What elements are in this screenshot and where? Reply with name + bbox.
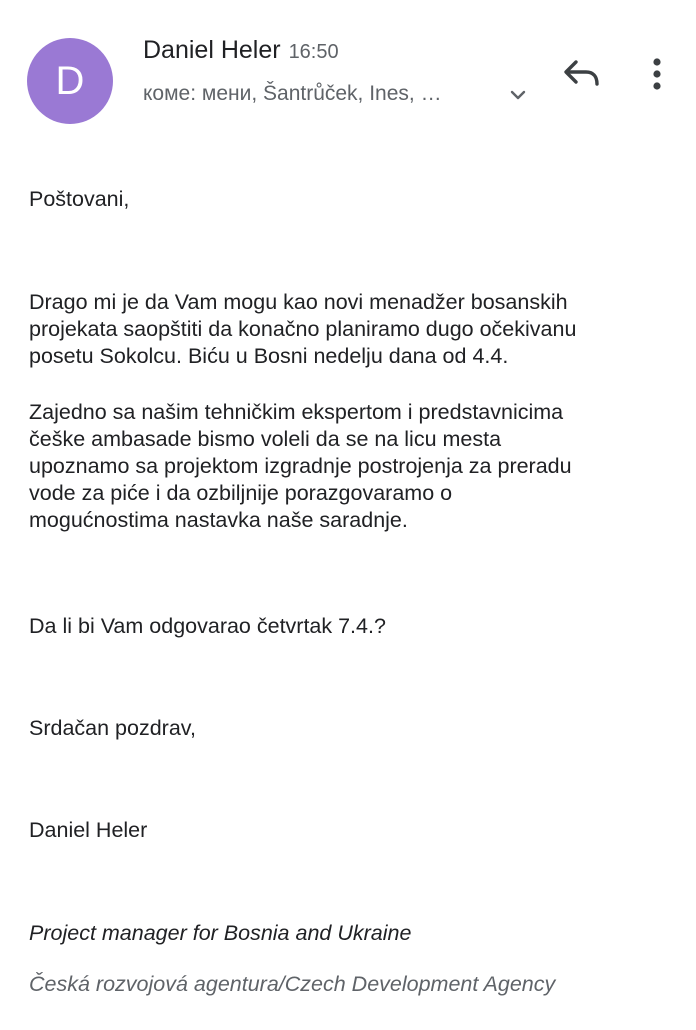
sender-name[interactable]: Daniel Heler	[143, 36, 281, 64]
closing: Srdačan pozdrav,	[29, 716, 196, 740]
signature-name: Daniel Heler	[29, 818, 148, 842]
message-time: 16:50	[288, 41, 339, 63]
signature-agency: Česká rozvojová agentura/Czech Development Agency	[29, 972, 556, 996]
paragraph-line: Drago mi je da Vam mogu kao novi menadžer bosanskih	[29, 290, 568, 314]
paragraph-line: vode za piće i da ozbiljnije porazgovaramo o	[29, 481, 453, 505]
question: Da li bi Vam odgovarao četvrtak 7.4.?	[29, 614, 386, 638]
recipients-summary[interactable]: коме: мени, Šantrůček, Ines, …	[143, 82, 442, 105]
sender-line	[143, 36, 339, 65]
chevron-down-icon[interactable]	[508, 85, 528, 105]
greeting: Poštovani,	[29, 187, 130, 211]
paragraph-line: češke ambasade bismo voleli da se na licu mesta	[29, 427, 502, 451]
more-vert-icon[interactable]	[645, 55, 669, 95]
paragraph-line: upoznamo sa projektom izgradnje postrojenja za preradu	[29, 454, 572, 478]
signature-title: Project manager for Bosnia and Ukraine	[29, 921, 412, 945]
paragraph-visit	[29, 289, 669, 370]
avatar[interactable]: D	[27, 38, 113, 124]
paragraph-line: Zajedno sa našim tehničkim ekspertom i predstavnicima	[29, 400, 564, 424]
paragraph-line: mogućnostima nastavka naše saradnje.	[29, 508, 408, 532]
paragraph-project	[29, 399, 669, 534]
reply-icon[interactable]	[562, 56, 602, 92]
paragraph-line: projekata saopštiti da konačno planiramo dugo očekivanu	[29, 317, 577, 341]
paragraph-line: posetu Sokolcu. Biću u Bosni nedelju dana od 4.4.	[29, 344, 509, 368]
message-header	[0, 0, 696, 140]
